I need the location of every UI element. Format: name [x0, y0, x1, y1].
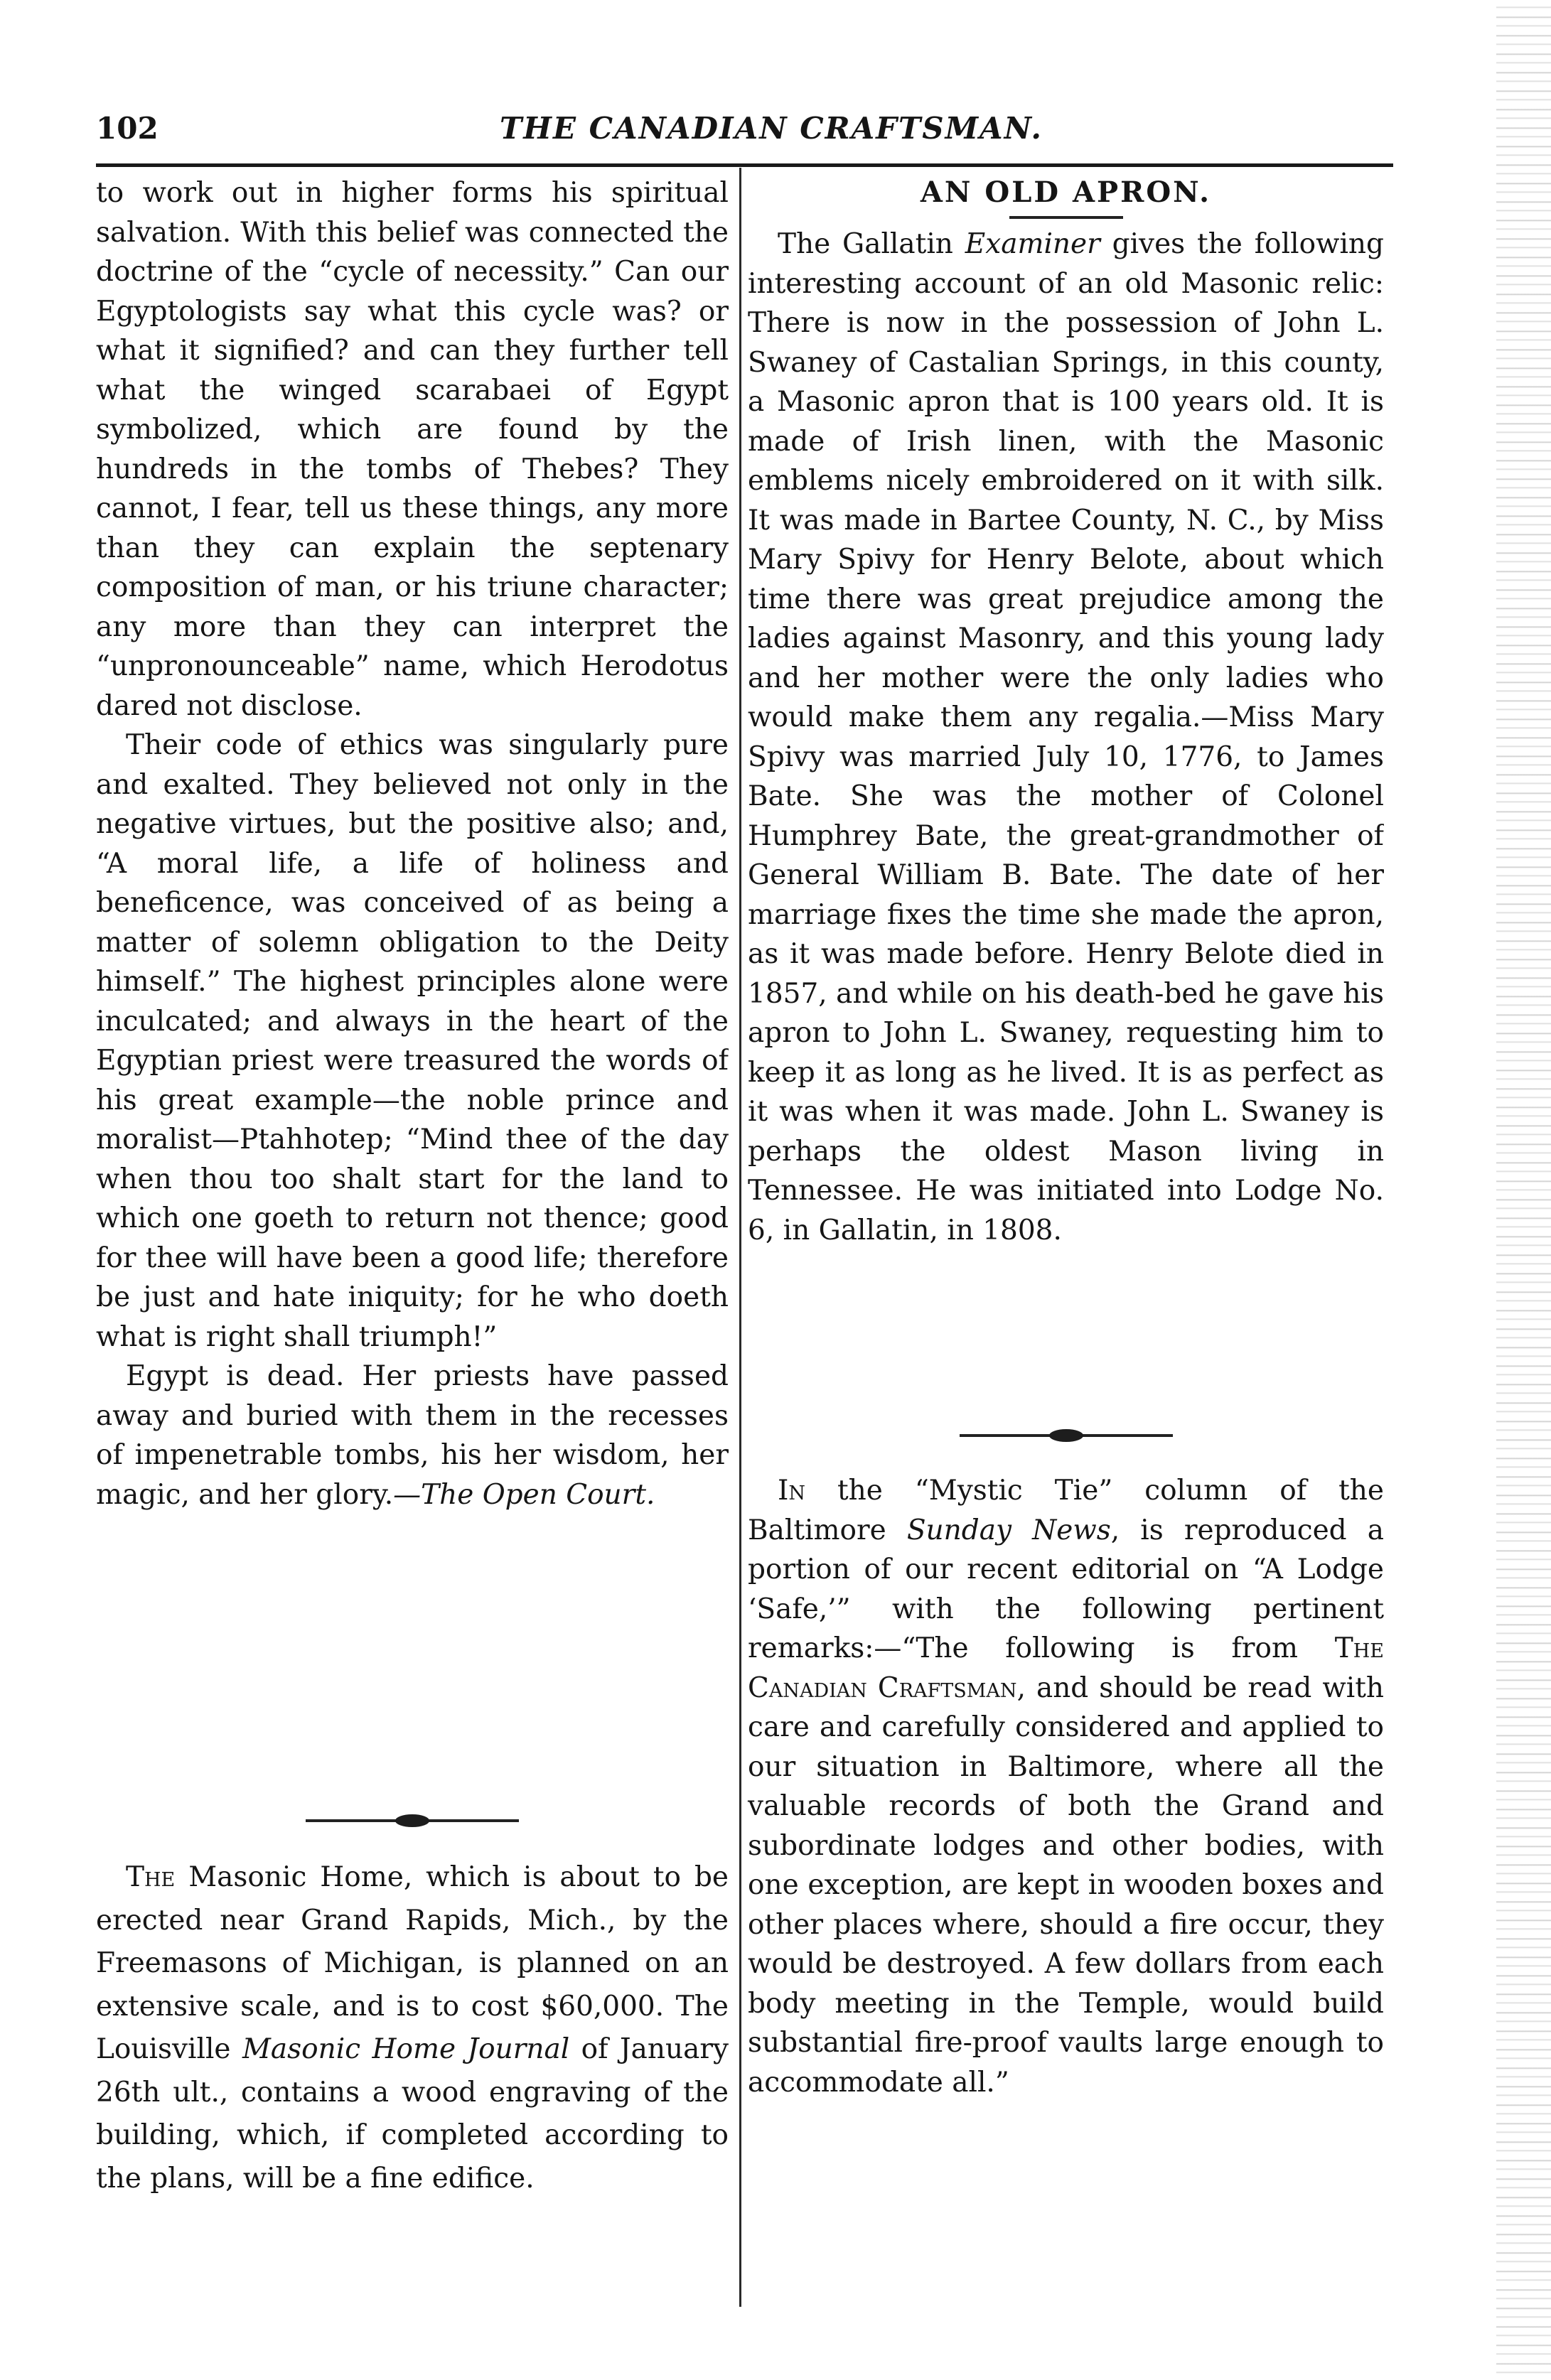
egypt-paragraph [96, 1357, 729, 1514]
right-column [748, 173, 1384, 2102]
left-column [96, 173, 729, 2200]
mystic-text-2: , is reproduced a portion of our recent editorial on “A Lodge ‘Safe,’” with the following pertinent remarks:—“The following is from [748, 1514, 1384, 1664]
header-rule [96, 163, 1393, 167]
mystic-text-1: the “Mystic Tie” column of the Baltimore [748, 1475, 1384, 1546]
mystic-lead: In [778, 1475, 806, 1507]
egypt-text: Egypt is dead. Her priests have passed away and buried with them in the recesses of impenetrable tombs, his her wisdom, her magic, and her glory. [96, 1360, 729, 1511]
apron-paragraph [748, 225, 1384, 1250]
masonic-home-article [96, 1856, 729, 2200]
page-header [96, 105, 1386, 162]
mystic-source: The Canadian Craftsman [748, 1632, 1384, 1704]
masonic-home-tail: of January 26th ult., contains a wood engraving of the building, which, if completed according to the plans, will be a fine edifice. [96, 2033, 729, 2195]
old-apron-article [748, 173, 1384, 1403]
masonic-home-text: Masonic Home, which is about to be erected near Grand Rapids, Mich., by the Freemasons of Michigan, is planned on an extensive scale, and is to cost $60,000. The Louisville [96, 1861, 729, 2065]
masonic-home-paragraph [96, 1856, 729, 2200]
open-court-article [96, 173, 729, 1788]
apron-text: gives the following interesting account of an old Masonic relic: There is now in the possession of John L. Swaney of Castalian Springs, in this county, a Masonic apron that is 100 years old. It is made of Irish linen, with the Masonic emblems nicely embroidered on it with silk. It was made in Bartee County, N. C., by Miss Mary Spivy for Henry Belote, about which time there was great prejudice among the ladies against Masonry, and this young lady and her mother were the only ladies who would make them any regalia.—Miss Mary Spivy was married July 10, 1776, to James Bate. She was the mother of Colonel Humphrey Bate, the great-grandmother of General William B. Bate. The date of her marriage fixes the time she made the apron, as it was made before. Henry Belote died in 1857, and while on his death-bed he gave his apron to John L. Swaney, requesting him to keep it as long as he lived. It is as perfect as it was when it was made. John L. Swaney is perhaps the oldest Mason living in Tennessee. He was initiated into Lodge No. 6, in Gallatin, in 1808. [748, 228, 1384, 1246]
page-number: 102 [96, 111, 159, 146]
running-title: THE CANADIAN CRAFTSMAN. [500, 111, 1043, 146]
masonic-home-lead: The [126, 1861, 176, 1893]
section-ornament [306, 1812, 519, 1829]
continued-paragraph: to work out in higher forms his spiritual salvation. With this belief was connected the doctrine of the “cycle of necessity.” Can our Egyptologists say what this cycle was? or what it signified? and can they further tell what the winged scarabaei of Egypt symbolized, which are found by the hundreds in the tombs of Thebes? They cannot, I fear, tell us these things, any more than they can explain the septenary composition of man, or his triune character; any more than they can interpret the “unpronounceable” name, which Herodotus dared not disclose. [96, 177, 729, 722]
apron-paper: Examiner [965, 228, 1100, 260]
apron-intro: The Gallatin [778, 228, 965, 260]
mystic-tie-paragraph [748, 1471, 1384, 2102]
mystic-text-3: , and should be read with care and carefully considered and applied to our situation in Baltimore, where all the valuable records of both the Grand and subordinate lodges and other bodies, with one exception, are kept in wooden boxes and other places where, should a fire occur, they would be destroyed. A few dollars from each body meeting in the Temple, would build substantial fire-proof vaults large enough to accommodate all.” [748, 1671, 1384, 2099]
scan-edge-noise [1496, 0, 1551, 2380]
masonic-home-journal: Masonic Home Journal [242, 2033, 570, 2065]
egypt-source: —The Open Court. [393, 1478, 655, 1511]
article-title: AN OLD APRON. [920, 176, 1212, 209]
ethics-paragraph: Their code of ethics was singularly pure and exalted. They believed not only in the negative virtues, but the positive also; and, “A moral life, a life of holiness and beneficence, was conceived of as being a matter of solemn obligation to the Deity himself.” The highest principles alone were inculcated; and always in the heart of the Egyptian priest were treasured the words of his great example—the noble prince and moralist—Ptahhotep; “Mind thee of the day when thou too shalt start for the land to which one goeth to return not thence; good for thee will have been a good life; therefore be just and hate iniquity; for he who doeth what is right shall triumph!” [96, 729, 729, 1353]
column-divider [739, 168, 741, 2307]
mystic-tie-article [748, 1471, 1384, 2102]
title-rule [1009, 216, 1123, 219]
section-ornament [960, 1427, 1173, 1444]
mystic-paper: Sunday News [906, 1514, 1111, 1546]
